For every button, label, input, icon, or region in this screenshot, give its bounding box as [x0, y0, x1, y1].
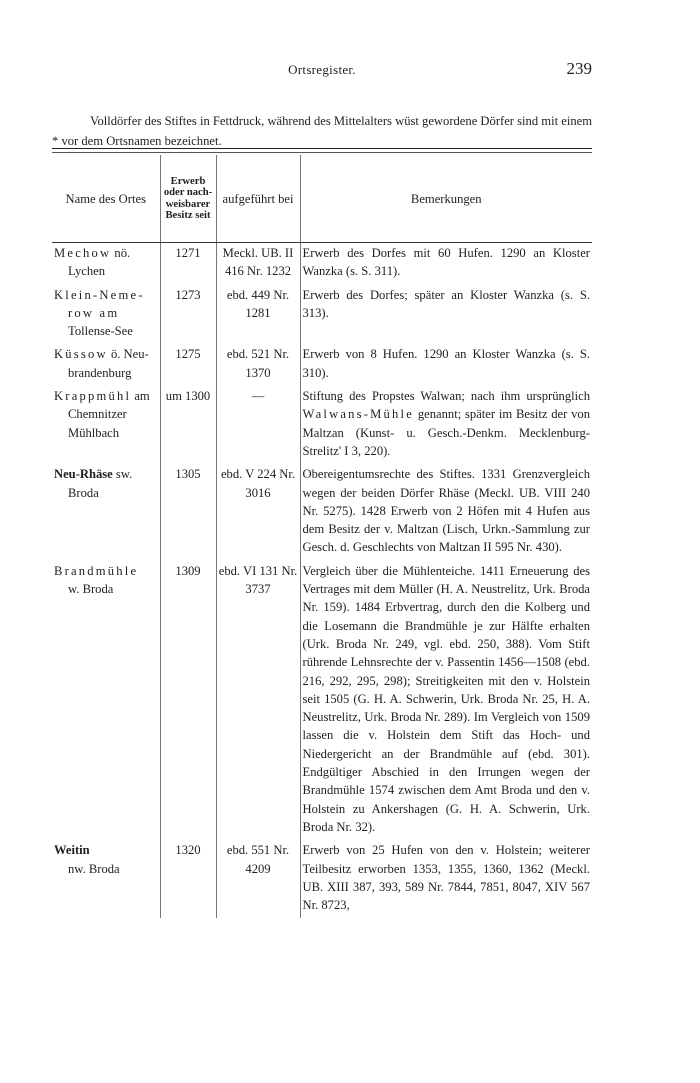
place-name-line2: Lychen	[68, 264, 106, 279]
table-row	[52, 840, 592, 918]
acquisition-year: 1309	[160, 561, 216, 840]
place-name	[52, 344, 160, 386]
acquisition-year: 1271	[160, 243, 216, 285]
table-header-row	[52, 155, 592, 243]
remarks: Erwerb von 8 Hufen. 1290 an Kloster Wanzka (s. S. 310).	[300, 344, 592, 386]
source-reference: ebd. VI 131 Nr. 3737	[216, 561, 300, 840]
source-reference: —	[216, 386, 300, 464]
remarks: Erwerb des Dorfes mit 60 Hufen. 1290 an Kloster Wanzka (s. S. 311).	[300, 243, 592, 285]
place-name-line3: Tollense-See	[68, 324, 133, 339]
place-name-line2: Chemnitzer	[68, 407, 127, 422]
header-erwerb: Erwerb oder nach- weisbarer Besitz seit	[160, 155, 216, 243]
table-top-rule-thin	[52, 152, 592, 153]
place-name	[52, 386, 160, 464]
place-name-main: Mechow	[54, 246, 112, 260]
header-name: Name des Ortes	[52, 155, 160, 243]
place-name-main: Krappmühl	[54, 389, 132, 404]
place-name-line2: w. Broda	[68, 582, 114, 597]
header-bemerkungen: Bemerkungen	[300, 155, 592, 243]
remarks	[300, 386, 592, 464]
remarks: Erwerb des Dorfes; später an Kloster Wanzka (s. S. 313).	[300, 285, 592, 345]
header-aufgefuehrt: aufgeführt bei	[216, 155, 300, 243]
place-name-line2: brandenburg	[68, 365, 132, 380]
place-name-line2: row am	[68, 305, 120, 320]
remarks: Vergleich über die Mühlenteiche. 1411 Erneuerung des Vertrages mit dem Müller (H. A. Neustrelitz, Urk. Broda Nr. 159). 1484 Erbvertrag, durch den die Kolberg und die Losemann die Brandmühle je zur Hälfte erhalten (Urk. Broda Nr. 249, vgl. ebd. 250, 388). Vom Stift rührende Lehnsrechte der v. Passentin 1456—1508 (ebd. 216, 292, 295, 298); Streitigkeiten mit den v. Holstein seit 1505 (G. H. A. Schwerin, Urk. Broda Nr. 25, H. A. Neustrelitz, Urk. Broda Nr. 289). Im Vergleich von 1509 lassen die v. Holstein dem Stift das Hoch- und Niedergericht an der Brandmühle auf (ebd. 301). Endgültiger Abschied in den Irrungen wegen der Brandmühle 1574 zwischen dem Amt Broda und den v. Holstein zu Ankershagen (G. H. A. Schwerin, Urk. Broda Nr. 32).	[300, 561, 592, 840]
table-row	[52, 386, 592, 464]
acquisition-year: 1273	[160, 285, 216, 345]
page-number: 239	[566, 59, 592, 78]
place-name	[52, 464, 160, 560]
place-name-main: Neu-Rhäse	[54, 467, 113, 482]
place-name-main: Küssow	[54, 347, 108, 362]
table-row	[52, 243, 592, 285]
source-reference: ebd. 449 Nr. 1281	[216, 285, 300, 345]
source-reference: ebd. 551 Nr. 4209	[216, 840, 300, 918]
source-reference: ebd. 521 Nr. 1370	[216, 344, 300, 386]
place-name	[52, 561, 160, 840]
table-row	[52, 561, 592, 840]
place-name-main: Klein-Neme-	[54, 287, 145, 302]
acquisition-year: um 1300	[160, 386, 216, 464]
place-name	[52, 840, 160, 918]
place-name	[52, 285, 160, 345]
table-row	[52, 344, 592, 386]
acquisition-year: 1320	[160, 840, 216, 918]
table-top-rule	[52, 148, 592, 149]
place-name-main: Weitin	[54, 843, 90, 858]
remarks: Obereigentumsrechte des Stiftes. 1331 Grenzvergleich wegen der beiden Dörfer Rhäse (Meckl. UB. VIII 240 Nr. 5275). 1428 Erwerb von 2 Höfen mit 4 Hufen aus dem Besitz der v. Maltzan (Lisch, Urkn.-Sammlung zur Gesch. d. Geschlechts von Maltzan II 595 Nr. 430).	[300, 464, 592, 560]
intro-paragraph: Volldörfer des Stiftes in Fettdruck, während des Mittelalters wüst gewordene Dörfer sind mit einem * vor dem Ortsnamen bezeichnet.	[52, 113, 593, 148]
place-name-suffix: ö. Neu-	[107, 347, 149, 362]
acquisition-year: 1275	[160, 344, 216, 386]
table-row	[52, 464, 592, 560]
running-title: Ortsregister.	[288, 62, 356, 77]
place-name-main: Brandmühle	[54, 563, 139, 578]
remarks: Erwerb von 25 Hufen von den v. Holstein; weiterer Teilbesitz erworben 1353, 1355, 1360, 1362 (Meckl. UB. XIII 387, 393, 589 Nr. 7844, 7851, 8047, XIV 567 Nr. 8723,	[300, 840, 592, 918]
remarks-part-b: genannt; später im Besitz der von Maltzan (Kunst- u. Gesch.-Denkm. Mecklenburg-Strelitz' I 3, 220).	[302, 407, 590, 458]
place-name-line2: nw. Broda	[68, 861, 120, 876]
source-reference: ebd. V 224 Nr. 3016	[216, 464, 300, 560]
table-row	[52, 285, 592, 345]
remarks-part-a: Stiftung des Propstes Walwan; nach ihm ursprünglich	[302, 389, 590, 404]
place-name-suffix: nö.	[111, 246, 131, 260]
place-name-suffix: am	[131, 389, 150, 404]
running-header	[52, 59, 592, 82]
place-name-line2: Broda	[68, 485, 99, 500]
remarks-spaced-name: Walwans-Mühle	[302, 407, 415, 422]
place-register-table	[52, 155, 592, 918]
source-reference: Meckl. UB. II 416 Nr. 1232	[216, 243, 300, 285]
place-name	[52, 243, 160, 285]
acquisition-year: 1305	[160, 464, 216, 560]
place-name-suffix: sw.	[112, 467, 133, 482]
place-name-line3: Mühlbach	[68, 425, 120, 440]
